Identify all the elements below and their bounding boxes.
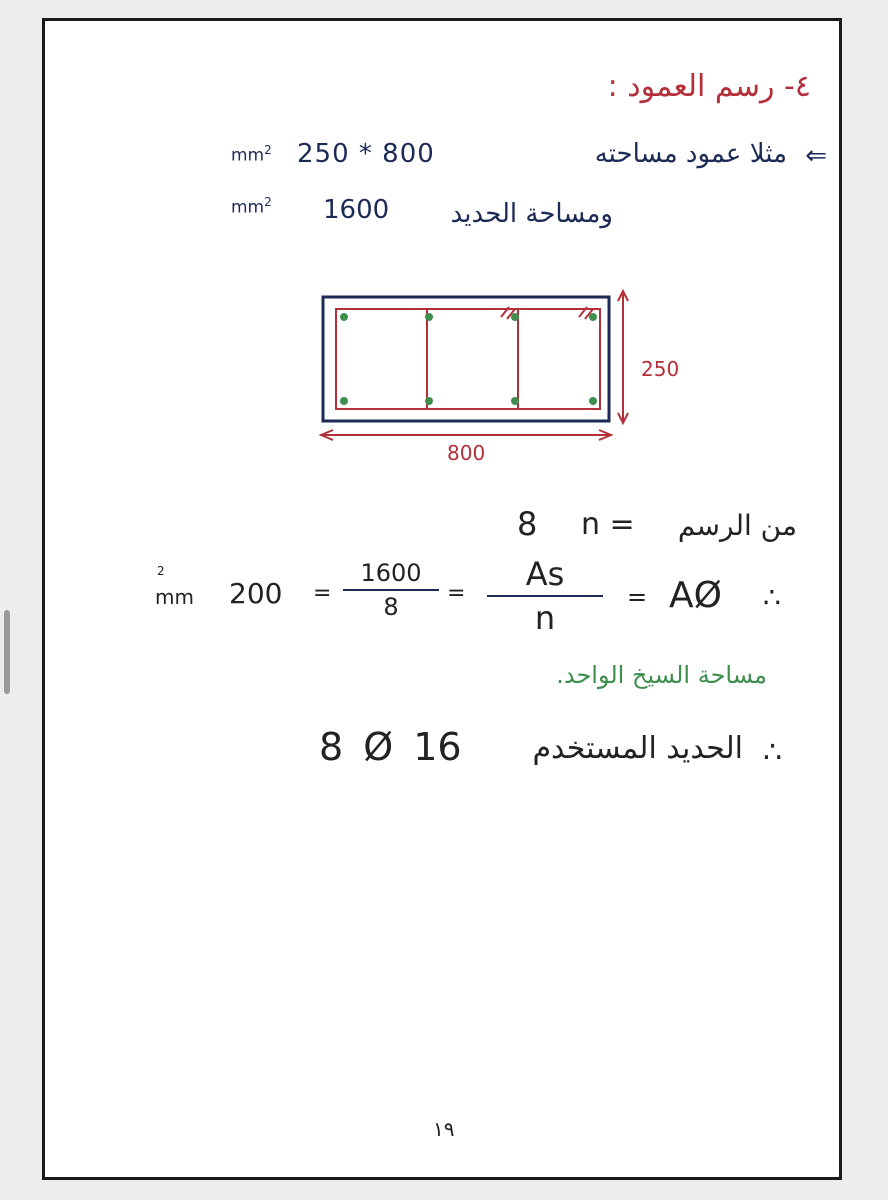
rebar-6 bbox=[425, 397, 433, 405]
rebar-3 bbox=[511, 313, 519, 321]
equals-sign-3: = bbox=[313, 581, 332, 606]
example-line2-text: ومساحة الحديد bbox=[450, 199, 613, 229]
equals-sign-2: = bbox=[447, 581, 466, 606]
rebar-1 bbox=[340, 313, 348, 321]
fraction-n-denominator: n bbox=[534, 599, 556, 637]
fraction-1600-over-8 bbox=[343, 559, 439, 621]
stirrup-outer bbox=[336, 309, 600, 409]
rebar-7 bbox=[511, 397, 519, 405]
result-unit: 2 mm bbox=[155, 564, 194, 609]
section-heading: ٤- رسم العمود : bbox=[607, 69, 811, 104]
example-unit-1: $mm^2$ bbox=[231, 143, 272, 166]
rebar-4 bbox=[589, 313, 597, 321]
width-label: 800 bbox=[447, 441, 486, 465]
fraction-8-denominator: 8 bbox=[383, 593, 399, 621]
fraction-as-numerator: As bbox=[525, 555, 565, 593]
rebar-8 bbox=[589, 397, 597, 405]
rebar-2 bbox=[425, 313, 433, 321]
from-drawing-text: من الرسم bbox=[677, 509, 797, 542]
column-outline bbox=[323, 297, 609, 421]
from-drawing-expr: n = bbox=[581, 507, 635, 542]
rebar-5 bbox=[340, 397, 348, 405]
fraction-1600-numerator: 1600 bbox=[360, 559, 422, 587]
result-value: 200 bbox=[229, 577, 283, 610]
page-number: ١٩ bbox=[433, 1117, 455, 1141]
example-line1-value: 250 * 800 bbox=[297, 139, 435, 169]
equals-sign-1: = bbox=[627, 583, 648, 611]
scrollbar-handle[interactable] bbox=[4, 610, 10, 694]
height-label: 250 bbox=[641, 357, 680, 381]
therefore-symbol: ∴ bbox=[763, 581, 781, 614]
example-unit-2: $mm^2$ bbox=[231, 195, 272, 218]
fraction-bar-1 bbox=[487, 595, 603, 597]
example-line1-text: مثلا عمود مساحته bbox=[594, 139, 787, 169]
bar-area-symbol: AØ bbox=[669, 575, 722, 616]
required-steel-value: 8 Ø 16 bbox=[319, 725, 462, 769]
from-drawing-value: 8 bbox=[517, 505, 538, 543]
fraction-as-over-n bbox=[487, 555, 603, 637]
notebook-page bbox=[42, 18, 842, 1180]
single-bar-area-note: مساحة السيخ الواحد. bbox=[556, 661, 767, 689]
example-line2-value: 1600 bbox=[323, 195, 390, 225]
therefore-symbol-2: ∴ bbox=[763, 735, 783, 770]
fraction-bar-2 bbox=[343, 589, 439, 591]
example-arrow: ⇐ bbox=[805, 141, 827, 171]
required-steel-text: الحديد المستخدم bbox=[532, 731, 743, 766]
